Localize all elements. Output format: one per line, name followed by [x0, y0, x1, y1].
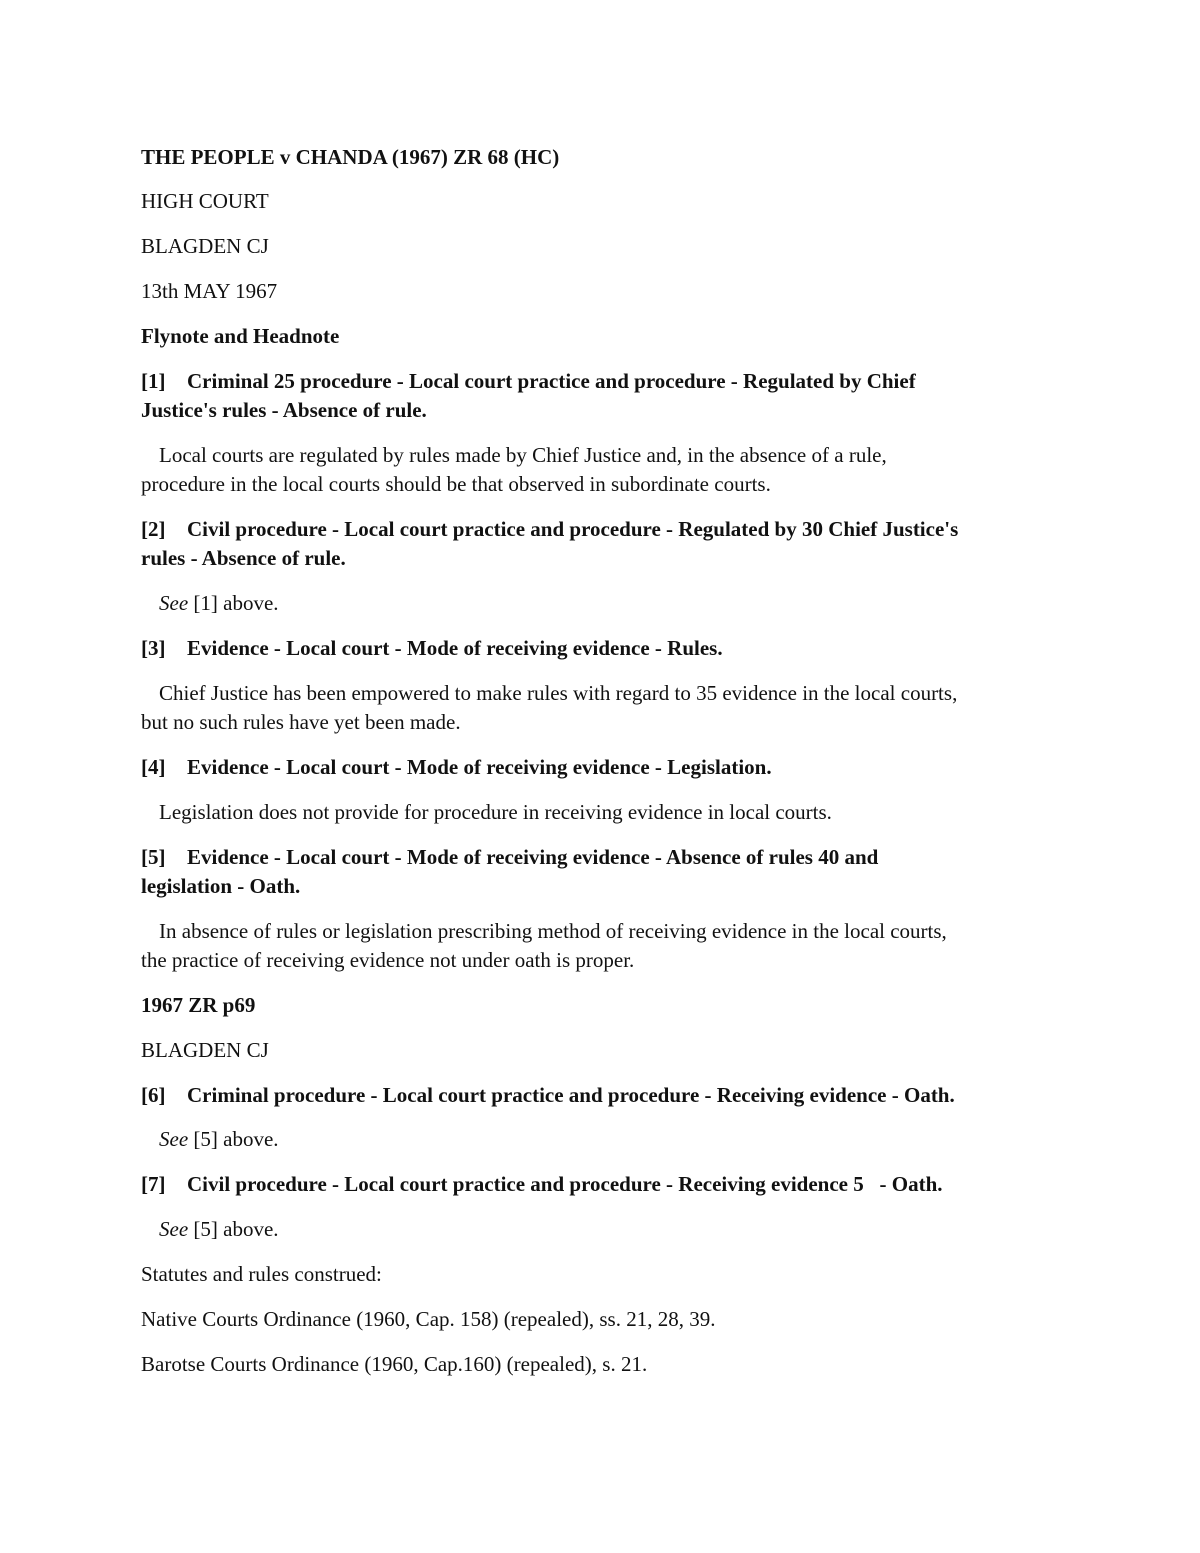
note-6-heading-line-1: Criminal procedure - Local court practice and procedure - Receiving evidence - Oath.	[187, 1083, 955, 1107]
note-6-see-reference	[141, 1125, 279, 1154]
note-2-heading	[141, 515, 958, 544]
judge-name: BLAGDEN CJ	[141, 234, 269, 258]
note-1-body	[141, 441, 887, 470]
note-1-body-line-1: Local courts are regulated by rules made by Chief Justice and, in the absence of a rule,	[159, 443, 887, 467]
note-2-number: [2]	[141, 517, 166, 541]
note-6-see: See	[159, 1127, 189, 1151]
note-4-heading	[141, 753, 772, 782]
statute-item-1: Native Courts Ordinance (1960, Cap. 158) (repealed), ss. 21, 28, 39.	[141, 1307, 716, 1331]
case-title: THE PEOPLE v CHANDA (1967) ZR 68 (HC)	[141, 145, 560, 169]
note-7-heading	[141, 1170, 943, 1199]
note-5-number: [5]	[141, 845, 166, 869]
note-7-see: See	[159, 1217, 189, 1241]
statutes-heading: Statutes and rules construed:	[141, 1262, 382, 1286]
note-3-heading	[141, 634, 723, 663]
note-6-see-rest: [5] above.	[188, 1127, 279, 1151]
page-judge: BLAGDEN CJ	[141, 1038, 269, 1062]
note-5-body-line-1: In absence of rules or legislation prescribing method of receiving evidence in the local courts,	[159, 919, 947, 943]
note-3-body-line-1: Chief Justice has been empowered to make rules with regard to 35 evidence in the local courts,	[159, 681, 958, 705]
court-name: HIGH COURT	[141, 189, 269, 213]
note-7-heading-line-1: Civil procedure - Local court practice and procedure - Receiving evidence 5 - Oath.	[187, 1172, 943, 1196]
page-reference: 1967 ZR p69	[141, 993, 256, 1017]
note-4-heading-line-1: Evidence - Local court - Mode of receiving evidence - Legislation.	[187, 755, 772, 779]
note-2-heading-line-2: rules - Absence of rule.	[141, 546, 346, 570]
judgment-date: 13th MAY 1967	[141, 279, 278, 303]
note-4-number: [4]	[141, 755, 166, 779]
note-3-heading-line-1: Evidence - Local court - Mode of receiving evidence - Rules.	[187, 636, 723, 660]
note-5-heading-line-2: legislation - Oath.	[141, 874, 301, 898]
note-1-body-line-2: procedure in the local courts should be that observed in subordinate courts.	[141, 472, 771, 496]
note-2-see-reference	[141, 589, 279, 618]
note-6-heading	[141, 1081, 955, 1110]
note-4-body-line-1: Legislation does not provide for procedure in receiving evidence in local courts.	[159, 800, 832, 824]
note-5-body-line-2: the practice of receiving evidence not under oath is proper.	[141, 948, 635, 972]
note-2-heading-line-1: Civil procedure - Local court practice and procedure - Regulated by 30 Chief Justice's	[187, 517, 959, 541]
note-2-see-rest: [1] above.	[188, 591, 279, 615]
note-5-body	[141, 917, 947, 946]
note-5-heading	[141, 843, 878, 872]
flynote-heading: Flynote and Headnote	[141, 324, 340, 348]
note-1-heading-line-2: Justice's rules - Absence of rule.	[141, 398, 427, 422]
note-7-see-rest: [5] above.	[188, 1217, 279, 1241]
note-3-body-line-2: but no such rules have yet been made.	[141, 710, 461, 734]
note-1-heading-line-1: Criminal 25 procedure - Local court practice and procedure - Regulated by Chief	[187, 369, 916, 393]
note-2-see: See	[159, 591, 189, 615]
statute-item-2: Barotse Courts Ordinance (1960, Cap.160) (repealed), s. 21.	[141, 1352, 648, 1376]
note-3-body	[141, 679, 957, 708]
note-7-see-reference	[141, 1215, 279, 1244]
note-5-heading-line-1: Evidence - Local court - Mode of receiving evidence - Absence of rules 40 and	[187, 845, 879, 869]
note-3-number: [3]	[141, 636, 166, 660]
note-6-number: [6]	[141, 1083, 166, 1107]
note-1-number: [1]	[141, 369, 166, 393]
note-4-body	[141, 798, 832, 827]
note-7-number: [7]	[141, 1172, 166, 1196]
note-1-heading	[141, 367, 916, 396]
